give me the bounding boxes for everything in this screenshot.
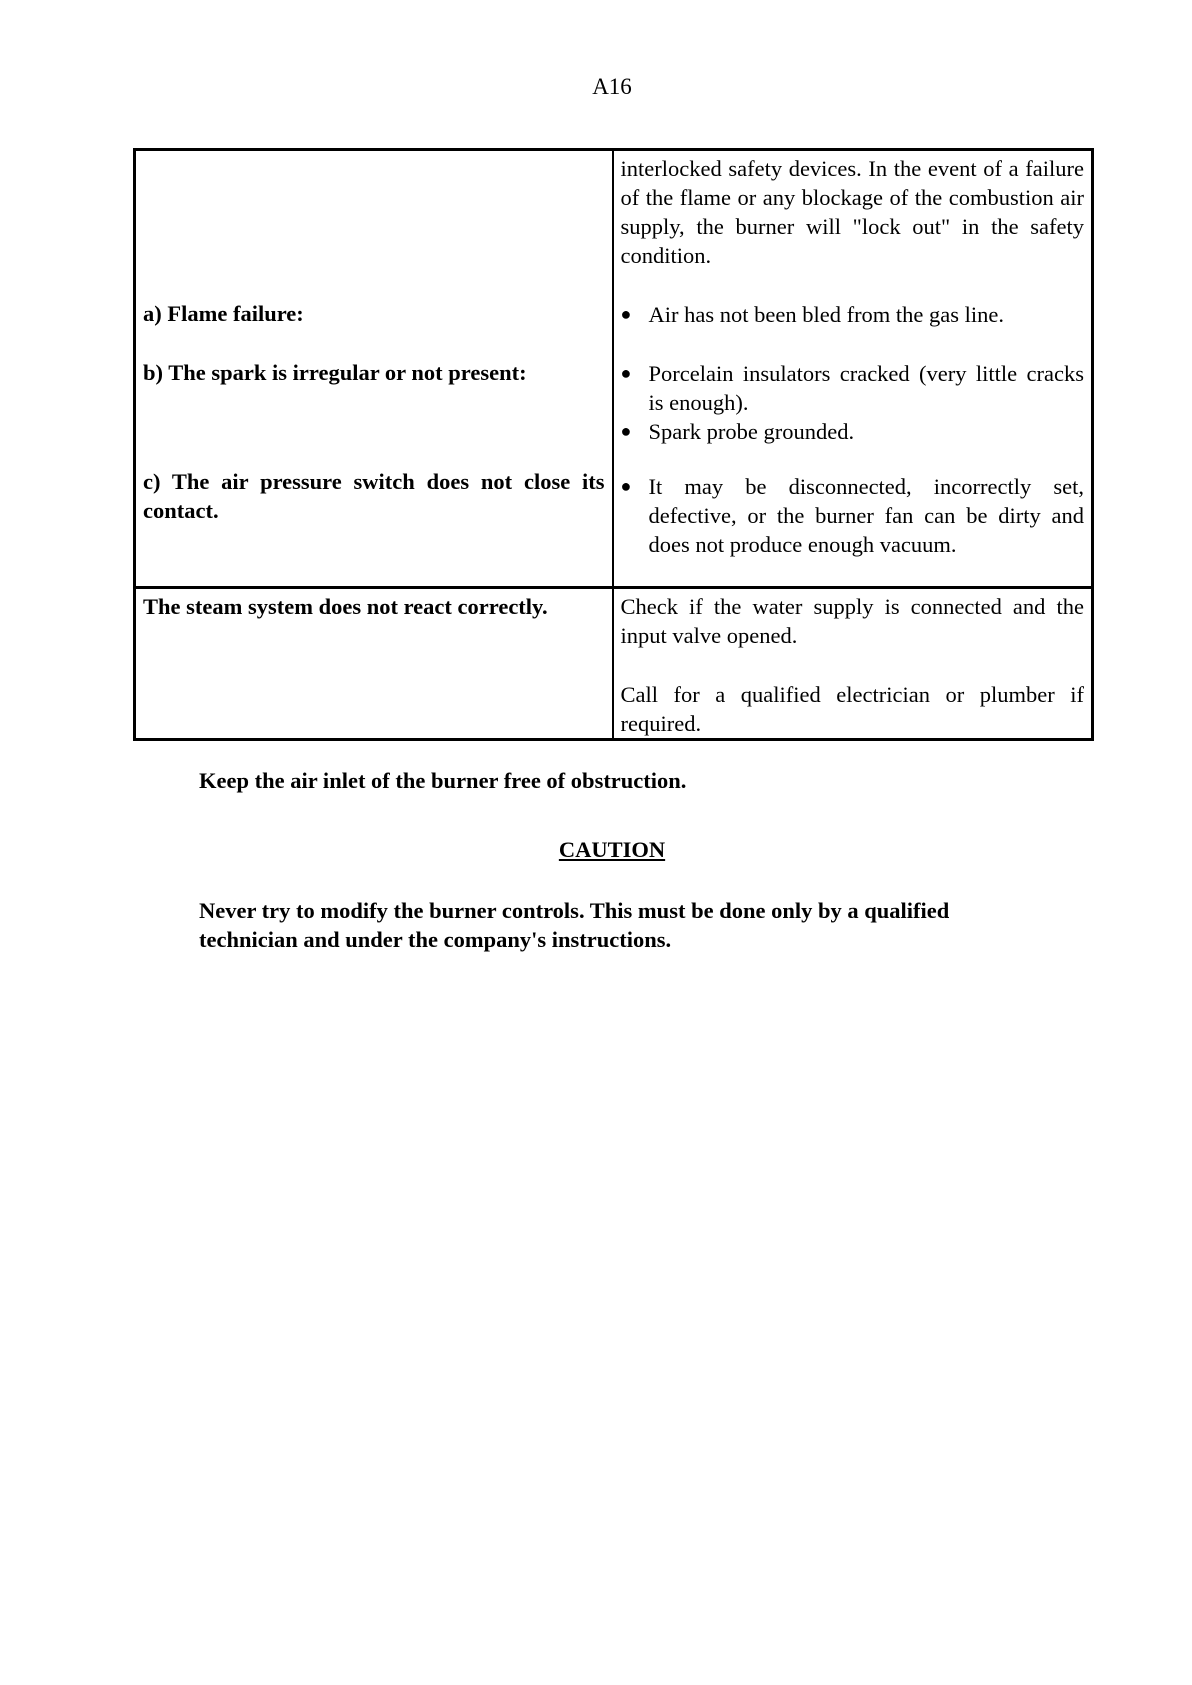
bullet-icon: ●: [620, 421, 632, 441]
bullet-icon: ●: [620, 304, 632, 324]
table-row: [135, 150, 1093, 588]
intro-text: interlocked safety devices. In the event of a failure of the flame or any blockage of the combustion air supply, the burner will "lock out" in the safety condition.: [620, 156, 1084, 268]
problem-a-label: a) Flame failure:: [143, 301, 304, 326]
remedy-text-1: Check if the water supply is connected and the input valve opened.: [620, 594, 1084, 648]
page-number: A16: [592, 74, 632, 99]
problem-cell: [135, 150, 613, 588]
bullet-icon: ●: [620, 363, 632, 383]
list-item: [621, 417, 1085, 446]
cause-a-1: Air has not been bled from the gas line.: [648, 302, 1005, 327]
problem-c-label: c) The air pressure switch does not close its contact.: [143, 469, 605, 523]
notice-text: Keep the air inlet of the burner free of obstruction.: [199, 768, 687, 793]
problem-steam-label: The steam system does not react correctly.: [143, 594, 548, 619]
bullet-icon: ●: [620, 476, 632, 496]
problem-cell: [135, 588, 613, 740]
cause-c-1: It may be disconnected, incorrectly set, defective, or the burner fan can be dirty and does not produce enough vacuum.: [648, 474, 1084, 557]
caution-heading: CAUTION: [558, 837, 666, 862]
list-item: [621, 359, 1085, 417]
problem-b-label: b) The spark is irregular or not present:: [143, 360, 527, 385]
remedy-text-2: Call for a qualified electrician or plumber if required.: [620, 682, 1084, 736]
list-item: [621, 472, 1085, 559]
troubleshooting-table: [133, 148, 1094, 741]
remedy-cell: [613, 588, 1093, 740]
caution-text: Never try to modify the burner controls. This must be done only by a qualified technician and under the company's instructions.: [199, 898, 950, 952]
cause-b-1: Porcelain insulators cracked (very little cracks is enough).: [648, 361, 1084, 415]
cause-cell: [613, 150, 1093, 588]
table-row: [135, 588, 1093, 740]
cause-b-2: Spark probe grounded.: [648, 419, 855, 444]
list-item: [621, 300, 1085, 329]
